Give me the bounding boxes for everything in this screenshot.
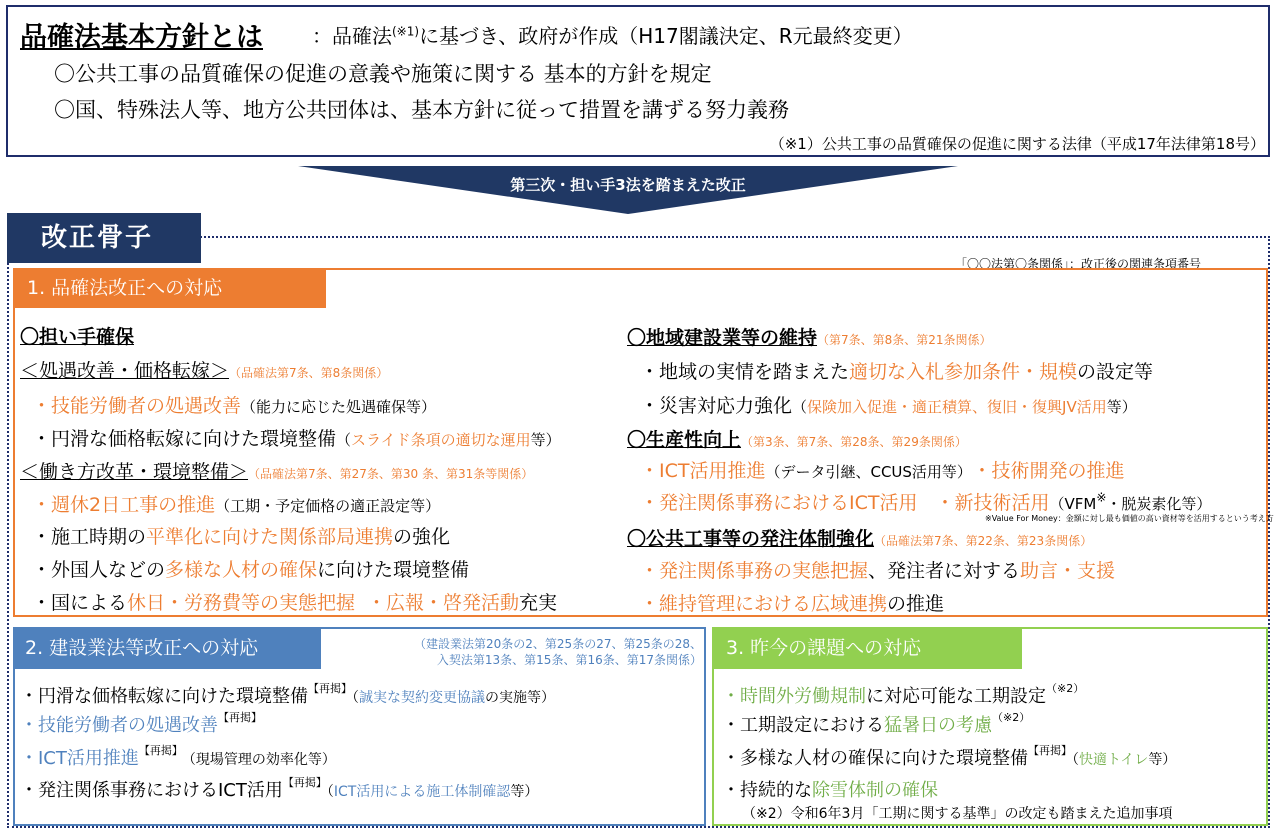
list-item: ・円滑な価格転嫁に向けた環境整備（スライド条項の適切な運用等）: [32, 428, 561, 450]
list-item: ・発注関係事務におけるICT活用 ・新技術活用（VFM※・脱炭素化等）: [640, 490, 1212, 514]
heading-ninaite: 〇担い手確保: [20, 326, 135, 348]
list-item: ・発注関係事務におけるICT活用$^{【再掲】}$（ICT活用による施工体制確認等）: [20, 776, 539, 801]
list-item: ・発注関係事務の実態把握、発注者に対する助言・支援: [640, 560, 1116, 582]
list-item: ・維持管理における広域連携の推進: [640, 593, 945, 615]
section-2-ref: （建設業法第20条の2、第25条の27、第25条の28、 入契法第13条、第15条、第16条、第17条関係）: [414, 637, 702, 667]
list-item: ・災害対応力強化（保険加入促進・適正積算、復旧・復興JV活用等）: [640, 395, 1137, 417]
definition-text: [312, 20, 913, 49]
list-item: ・施工時期の平準化に向けた関係部局連携の強化: [32, 526, 451, 548]
list-item: ・ICT活用推進（データ引継、CCUS活用等） ・技術開発の推進: [640, 460, 1125, 482]
section-3-heading: 3. 昨今の課題への対応: [712, 627, 1022, 669]
heading-chiiki: 〇地域建設業等の維持（第7条、第8条、第21条関係）: [627, 327, 992, 349]
list-item: ・工期設定における猛暑日の考慮$^{(※2)}$: [722, 711, 1031, 736]
list-item: ・ICT活用推進$^{【再掲】}$（現場管理の効率化等）: [20, 744, 336, 769]
definition-prefix: ：品確法: [312, 24, 392, 48]
subheading-hatarakikata: ＜働き方改革・環境整備＞（品確法第7条、第27条、第30 条、第31条等関係）: [20, 461, 534, 483]
definition-bullet-1: 〇公共工事の品質確保の促進の意義や施策に関する 基本的方針を規定: [54, 62, 712, 86]
footnote-1: （※1）公共工事の品質確保の促進に関する法律（平成17年法律第18号）: [769, 135, 1265, 153]
heading-seisansei: 〇生産性向上（第3条、第7条、第28条、第29条関係）: [627, 429, 967, 451]
footnote-ref: (※1): [392, 24, 420, 39]
list-item: ・外国人などの多様な人材の確保に向けた環境整備: [32, 559, 470, 581]
section-tab-title: 改正骨子: [7, 213, 201, 263]
definition-body: に基づき、政府が作成（H17閣議決定、R元最終変更）: [419, 24, 913, 48]
legend-note: 「〇〇法第〇条関係」：改正後の関連条項番号: [955, 257, 1202, 271]
definition-bullet-2: 〇国、特殊法人等、地方公共団体は、基本方針に従って措置を講ずる努力義務: [54, 98, 789, 122]
list-item: ・持続的な除雪体制の確保: [722, 780, 938, 801]
section-1-heading: 1. 品確法改正への対応: [13, 268, 326, 308]
section-2-heading: 2. 建設業法等改正への対応: [13, 627, 321, 669]
list-item: ・技能労働者の処遇改善（能力に応じた処遇確保等）: [32, 395, 437, 417]
list-item: ・多様な人材の確保に向けた環境整備$^{【再掲】}$（快適トイレ等）: [722, 744, 1177, 769]
arrow-label: 第三次・担い手3法を踏まえた改正: [510, 176, 746, 194]
list-item: ・国による休日・労務費等の実態把握 ・広報・啓発活動充実: [32, 592, 558, 614]
list-item: ・時間外労働規制に対応可能な工期設定$^{(※2)}$: [722, 682, 1085, 707]
footnote-2: （※2）令和6年3月「工期に関する基準」の改定も踏まえた追加事項: [742, 806, 1173, 822]
list-item: ・技能労働者の処遇改善$^{【再掲】}$: [20, 711, 262, 736]
vfm-note: ※Value For Money：金額に対し最も価値の高い資材等を活用するという考え方: [985, 514, 1274, 523]
list-item: ・円滑な価格転嫁に向けた環境整備$^{【再掲】}$（誠実な契約変更協議の実施等）: [20, 682, 555, 707]
subheading-shogu: ＜処遇改善・価格転嫁＞（品確法第7条、第8条関係）: [20, 360, 389, 382]
list-item: ・地域の実情を踏まえた適切な入札参加条件・規模の設定等: [640, 361, 1154, 383]
heading-hacchu: 〇公共工事等の発注体制強化（品確法第7条、第22条、第23条関係）: [627, 528, 1093, 550]
list-item: ・週休2日工事の推進（工期・予定価格の適正設定等）: [32, 494, 441, 516]
page-title: 品確法基本方針とは: [20, 22, 263, 53]
